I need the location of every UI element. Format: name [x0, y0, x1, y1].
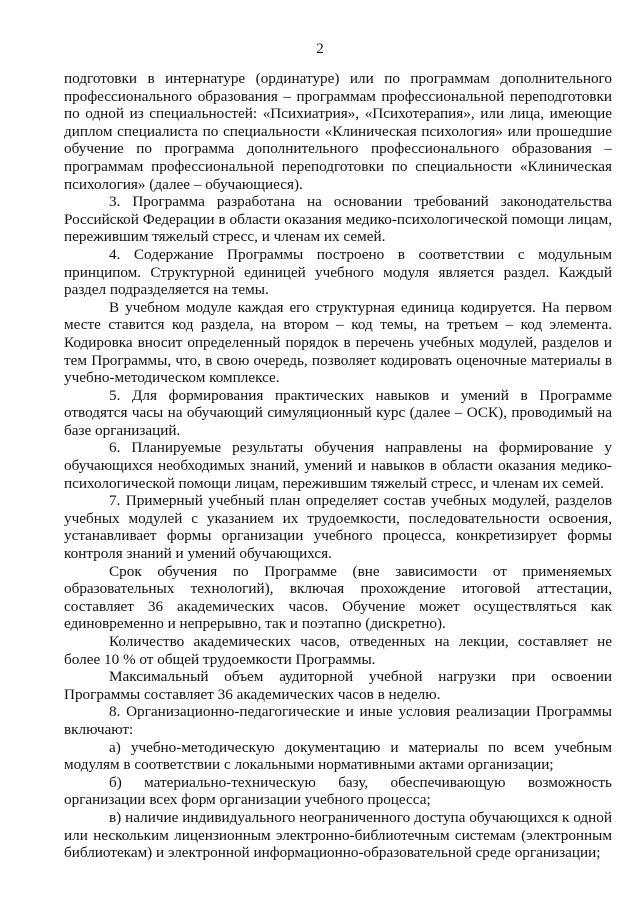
- paragraph-3-legal-basis: 3. Программа разработана на основании требований законодательства Российской Федерации в области оказания медико-психологической помощи лицам, пережившим тяжелый стресс, и членам их семей.: [64, 193, 612, 246]
- paragraph-lecture-hours: Количество академических часов, отведенных на лекции, составляет не более 10 % от общей трудоемкости Программы.: [64, 633, 612, 668]
- list-item-a: а) учебно-методическую документацию и материалы по всем учебным модулям в соответствии с локальными нормативными актами организации;: [64, 738, 612, 774]
- list-item-b: б) материально-техническую базу, обеспечивающую возможность организации всех форм организации учебного процесса;: [64, 773, 612, 809]
- paragraph-4-modular-structure: 4. Содержание Программы построено в соответствии с модульным принципом. Структурной единицей учебного модуля является раздел. Каждый раздел подразделяется на темы.: [64, 245, 612, 299]
- paragraph-7-curriculum: 7. Примерный учебный план определяет состав учебных модулей, разделов учебных модулей с указанием их трудоемкости, последовательности освоения, устанавливает формы организации учебного процесса, конкретизирует формы контроля знаний и умений обучающихся.: [64, 492, 612, 563]
- paragraph-max-load: Максимальный объем аудиторной учебной нагрузки при освоении Программы составляет 36 академических часов в неделю.: [64, 668, 612, 703]
- list-item-c: в) наличие индивидуального неограниченного доступа обучающихся к одной или нескольким лицензионным электронно-библиотечным системам (электронным библиотекам) и электронной информационно-образовательной среде организации;: [64, 808, 612, 862]
- paragraph-coding: В учебном модуле каждая его структурная единица кодируется. На первом месте ставится код раздела, на втором – код темы, на третьем – код элемента. Кодировка вносит определенный порядок в перечень учебных модулей, разделов и тем Программы, что, в свою очередь, позволяет кодировать оценочные материалы в учебно-методическом комплексе.: [64, 298, 612, 387]
- document-body: [64, 70, 612, 862]
- paragraph-6-learning-outcomes: 6. Планируемые результаты обучения направлены на формирование у обучающихся необходимых знаний, умений и навыков в области оказания медико-психологической помощи лицам, пережившим тяжелый стресс, и членам их семей.: [64, 439, 612, 492]
- paragraph-8-conditions: 8. Организационно-педагогические и иные условия реализации Программы включают:: [64, 703, 612, 738]
- paragraph-continuation: подготовки в интернатуре (ординатуре) или по программам дополнительного профессионального образования – программам профессиональной переподготовки по одной из специальностей: «Психиатрия», «Психотерапия», или лица, имеющие диплом специалиста по специальности «Клиническая психология» или прошедшие обучение по программа дополнительного профессионального образования – программам профессиональной переподготовки по специальности «Клиническая психология» (далее – обучающиеся).: [64, 70, 612, 193]
- paragraph-duration: Срок обучения по Программе (вне зависимости от применяемых образовательных технологий), включая прохождение итоговой аттестации, составляет 36 академических часов. Обучение может осуществляться как единовременно и непрерывно, так и поэтапно (дискретно).: [64, 562, 612, 633]
- page-number: 2: [316, 41, 324, 57]
- paragraph-5-simulation-course: 5. Для формирования практических навыков и умений в Программе отводятся часы на обучающий симуляционный курс (далее – ОСК), проводимый на базе организаций.: [64, 386, 612, 439]
